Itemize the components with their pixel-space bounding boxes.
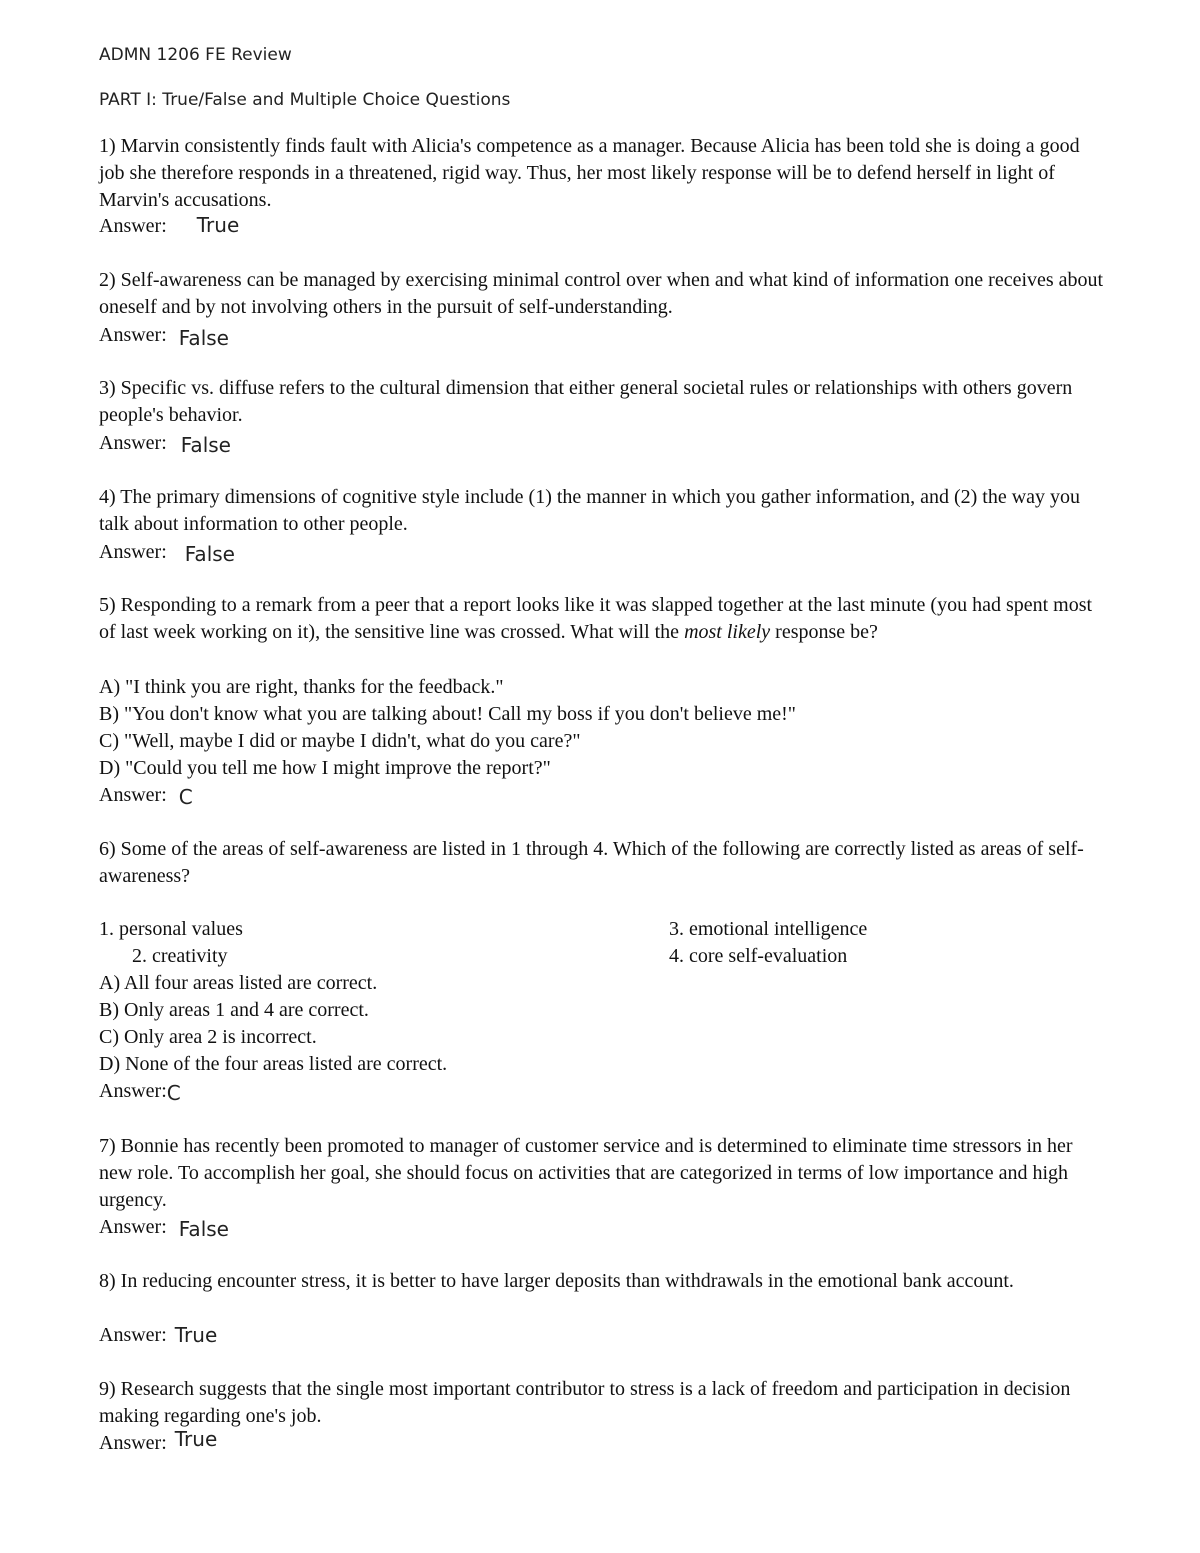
question-4-answer [99,539,235,564]
question-6-area-4: 4. core self-evaluation [669,945,848,967]
question-4-text: 4) The primary dimensions of cognitive style include (1) the manner in which you gather information, and (2) the way you talk about information to other people. [99,486,1081,535]
question-6-option-d: D) None of the four areas listed are correct. [99,1053,448,1075]
question-5-emphasis: most likely [684,621,771,643]
answer-value: False [178,1217,229,1241]
question-5-text [99,592,1104,646]
part-heading: PART I: True/False and Multiple Choice Questions [99,90,511,110]
question-6-area-1: 1. personal values [99,918,243,940]
question-2-text: 2) Self-awareness can be managed by exercising minimal control over when and what kind of information one receives about oneself and by not involving others in the pursuit of self-understanding. [99,269,1104,318]
question-6-text: 6) Some of the areas of self-awareness are listed in 1 through 4. Which of the following are correctly listed as areas of self-awareness? [99,838,1084,887]
answer-value: False [178,326,229,350]
question-2-answer [99,322,229,350]
question-6-option-c: C) Only area 2 is incorrect. [99,1026,317,1048]
question-3-text: 3) Specific vs. diffuse refers to the cultural dimension that either general societal rules or relationships with others govern people's behavior. [99,377,1073,426]
answer-value: True [196,213,240,237]
question-6-area-3: 3. emotional intelligence [669,918,868,940]
question-5-option-d: D) "Could you tell me how I might improve the report?" [99,757,551,779]
question-6-answer [99,1078,181,1103]
answer-value: C [166,1081,181,1105]
question-6-area-2: 2. creativity [132,945,228,967]
question-6-option-a: A) All four areas listed are correct. [99,972,378,994]
question-5-option-c: C) "Well, maybe I did or maybe I didn't, what do you care?" [99,730,581,752]
answer-label: Answer: [99,1432,167,1454]
answer-value: True [174,1323,218,1347]
answer-value: False [180,433,231,457]
question-9-answer [99,1427,218,1455]
answer-label: Answer: [99,784,167,806]
question-7-text: 7) Bonnie has recently been promoted to manager of customer service and is determined to eliminate time stressors in her new role. To accomplish her goal, she should focus on activities that are categorized in terms of low importance and high urgency. [99,1135,1073,1211]
document-title: ADMN 1206 FE Review [99,45,292,65]
question-1-text: 1) Marvin consistently finds fault with Alicia's competence as a manager. Because Alicia has been told she is doing a good job she therefore responds in a threatened, rigid way. Thus, her most likely response will be to defend herself in light of Marvin's accusations. [99,135,1080,211]
question-6-option-b: B) Only areas 1 and 4 are correct. [99,999,369,1021]
question-7-answer [99,1214,229,1239]
answer-label: Answer: [99,324,167,346]
answer-value: True [174,1427,218,1451]
question-5-text-end: response be? [770,621,878,643]
answer-label: Answer: [99,215,167,237]
question-5-text-start: 5) Responding to a remark from a peer that a report looks like it was slapped together at the last minute (you had spent most of last week working on it), the sensitive line was crossed. What will the [99,594,1093,643]
answer-label: Answer: [99,1324,167,1346]
answer-value: C [178,785,193,809]
answer-label: Answer: [99,1080,167,1102]
question-8-text: 8) In reducing encounter stress, it is better to have larger deposits than withdrawals in the emotional bank account. [99,1270,1014,1292]
question-5-option-a: A) "I think you are right, thanks for the feedback." [99,676,504,698]
question-5-option-b: B) "You don't know what you are talking about! Call my boss if you don't believe me!" [99,703,796,725]
answer-label: Answer: [99,1216,167,1238]
answer-value: False [184,542,235,566]
answer-label: Answer: [99,432,167,454]
question-9-text: 9) Research suggests that the single most important contributor to stress is a lack of freedom and participation in decision making regarding one's job. [99,1378,1071,1427]
question-3-answer [99,430,231,455]
answer-label: Answer: [99,541,167,563]
question-8-answer [99,1322,217,1347]
question-1-answer [99,213,239,238]
question-5-answer [99,782,193,807]
